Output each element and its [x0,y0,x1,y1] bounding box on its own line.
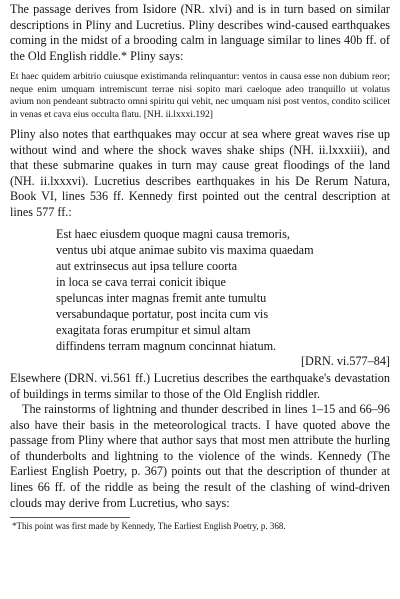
paragraph-rainstorms: The rainstorms of lightning and thunder described in lines 1–15 and 66–96 also have their basis in the meteorological tracts. I have quoted above the passage from Pliny where that author says that most men attribute the hurling of thunderbolts and lightning to the violence of the winds. Kennedy (The Earliest English Poetry, p. 367) points out that the description of thunder at lines 66 ff. of the riddle as being the result of the clashing of wind-driven clouds may derive from Lucretius, who says: [10,402,390,510]
verse-line: in loca se cava terrai conicit ibique [56,274,226,289]
paragraph-elsewhere: Elsewhere (DRN. vi.561 ff.) Lucretius describes the earthquake's devastation of buildings in terms similar to those of the Old English riddler. [10,370,390,401]
paragraph-earthquakes-at-sea: Pliny also notes that earthquakes may occur at sea where great waves rise up without wind and where the shock waves shake ships (NH. ii.lxxxiii), and that these submarine quakes in turn may cause great floodings of the land (NH. ii.lxxxvi). Lucretius describes earthquakes in his De Rerum Natura, Book VI, lines 536 ff. Kennedy first pointed out the central description at lines 577 ff.: [10,127,390,219]
verse-line: Est haec eiusdem quoque magni causa tremoris, [56,226,290,241]
verse-quote-lucretius [56,226,390,355]
verse-line: ventus ubi atque animae subito vis maxima quaedam [56,242,314,257]
verse-reference: [DRN. vi.577–84] [300,354,390,369]
footnote-divider [10,517,130,518]
verse-line: exagitata foras erumpitur et simul altam [56,323,251,338]
block-quote-pliny: Et haec quidem arbitrio cuiusque existimanda relinquantur: ventos in causa esse non dubium reor; neque enim umquam intremiscunt terrae nisi sopito mari caeloque adeo tranquillo ut volatus avium non pendeant subtracto omni spiritu qui vehit, nec umquam nisi post ventos, condito scilicet in venas et cava eius occulta flatu. [NH. ii.lxxxi.192] [10,71,390,120]
paragraph-isidore-pliny: The passage derives from Isidore (NR. xlvi) and is in turn based on similar descriptions in Pliny and Lucretius. Pliny describes wind-caused earthquakes coming in the midst of a brooding calm in language similar to lines 40b ff. of the Old English riddle.* Pliny says: [10,2,390,63]
verse-line: speluncas inter magnas fremit ante tumultu [56,290,267,305]
verse-line: versabundaque portatur, post incita cum vis [56,307,269,322]
verse-line: aut extrinsecus aut ipsa tellure coorta [56,258,238,273]
footnote: *This point was first made by Kennedy, The Earliest English Poetry, p. 368. [12,521,286,532]
verse-line: diffindens terram magnum concinnat hiatum. [56,339,277,354]
